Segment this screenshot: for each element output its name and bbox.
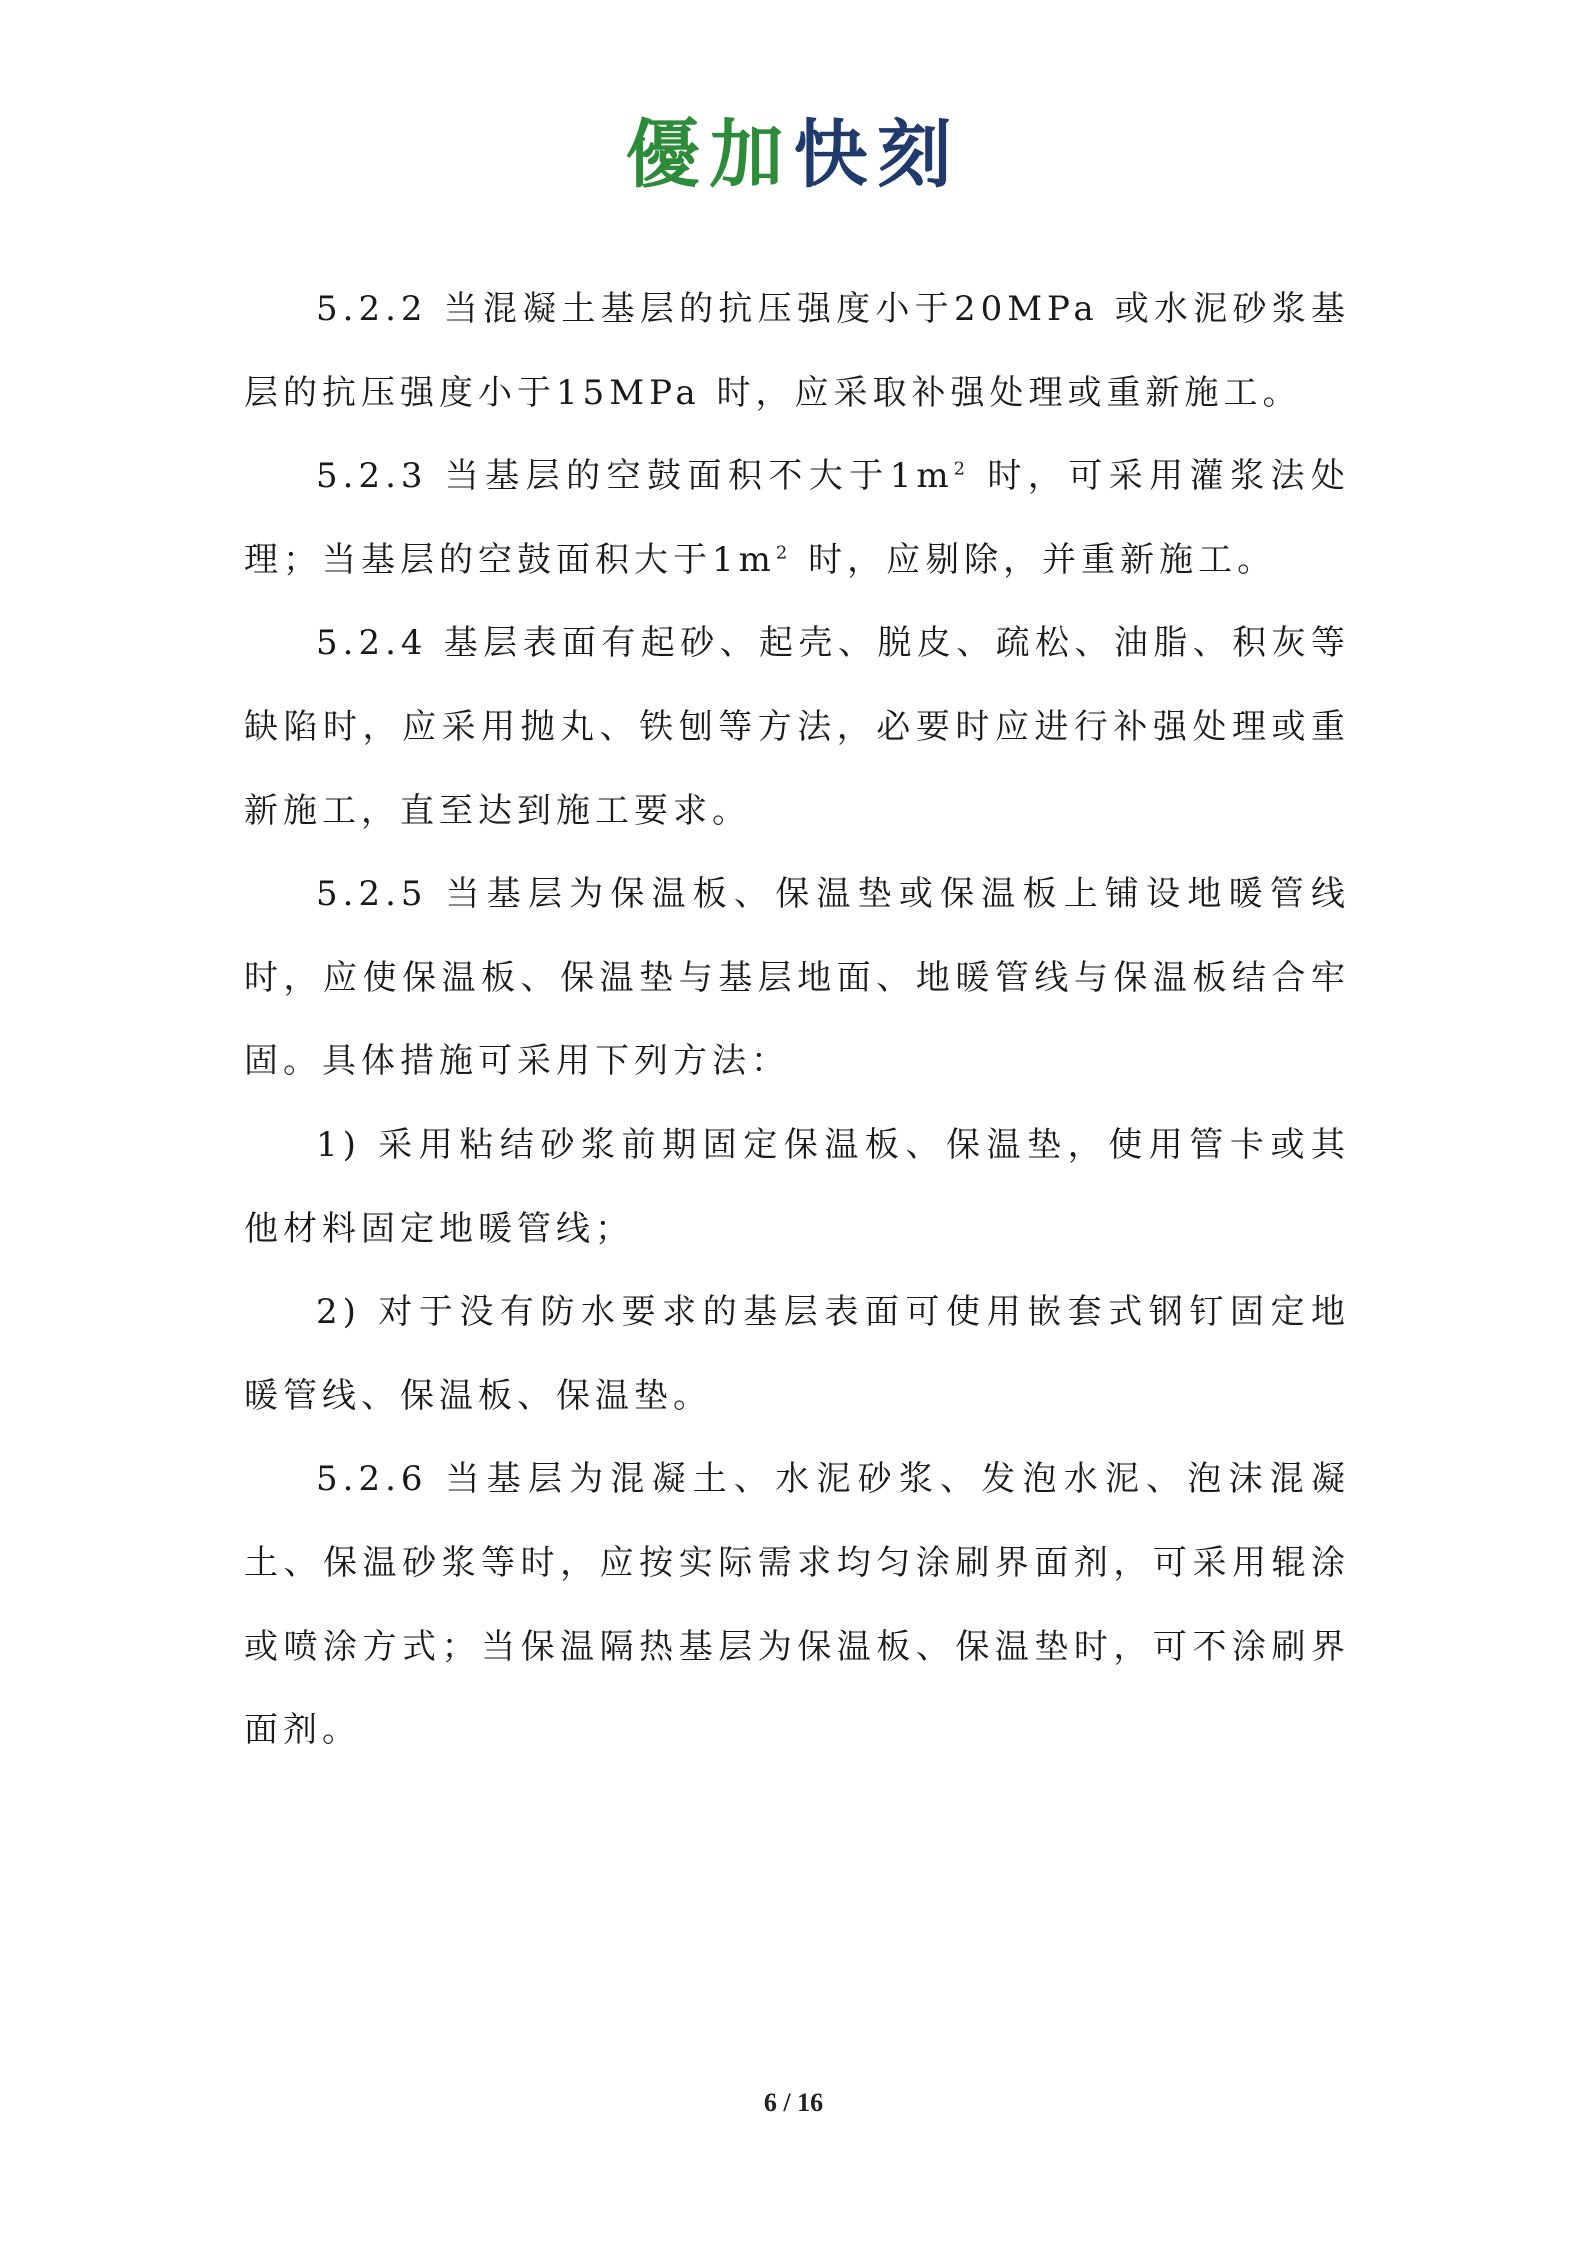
paragraph-5-2-2: 5.2.2 当混凝土基层的抗压强度小于20MPa 或水泥砂浆基层的抗压强度小于15MPa 时，应采取补强处理或重新施工。: [244, 289, 1350, 413]
paragraph-5-2-3: 5.2.3 当基层的空鼓面积不大于$1m^2$ 时，可采用灌浆法处理；当基层的空鼓面积大于$1m^2$ 时，应剔除，并重新施工。: [244, 456, 1350, 580]
list-item-2: 2) 对于没有防水要求的基层表面可使用嵌套式钢钉固定地暖管线、保温板、保温垫。: [244, 1292, 1350, 1416]
list-item-1: 1) 采用粘结砂浆前期固定保温板、保温垫，使用管卡或其他材料固定地暖管线；: [244, 1124, 1350, 1249]
paragraph-5-2-4: 5.2.4 基层表面有起砂、起壳、脱皮、疏松、油脂、积灰等缺陷时，应采用抛丸、铁刨等方法，必要时应进行补强处理或重新施工，直至达到施工要求。: [244, 623, 1350, 831]
paragraph-5-2-6: 5.2.6 当基层为混凝土、水泥砂浆、发泡水泥、泡沫混凝土、保温砂浆等时，应按实际需求均匀涂刷界面剂，可采用辊涂或喷涂方式；当保温隔热基层为保温板、保温垫时，可不涂刷界面剂。: [244, 1459, 1350, 1751]
page-number: 6 / 16: [763, 2088, 824, 2117]
logo-part-blue: 快刻: [793, 112, 962, 198]
paragraph-5-2-5: 5.2.5 当基层为保温板、保温垫或保温板上铺设地暖管线时，应使保温板、保温垫与基层地面、地暖管线与保温板结合牢固。具体措施可采用下列方法：: [244, 874, 1350, 1082]
logo-part-green: 優加: [625, 112, 794, 198]
brand-logo: [0, 112, 1587, 198]
document-body: [244, 268, 1350, 1773]
